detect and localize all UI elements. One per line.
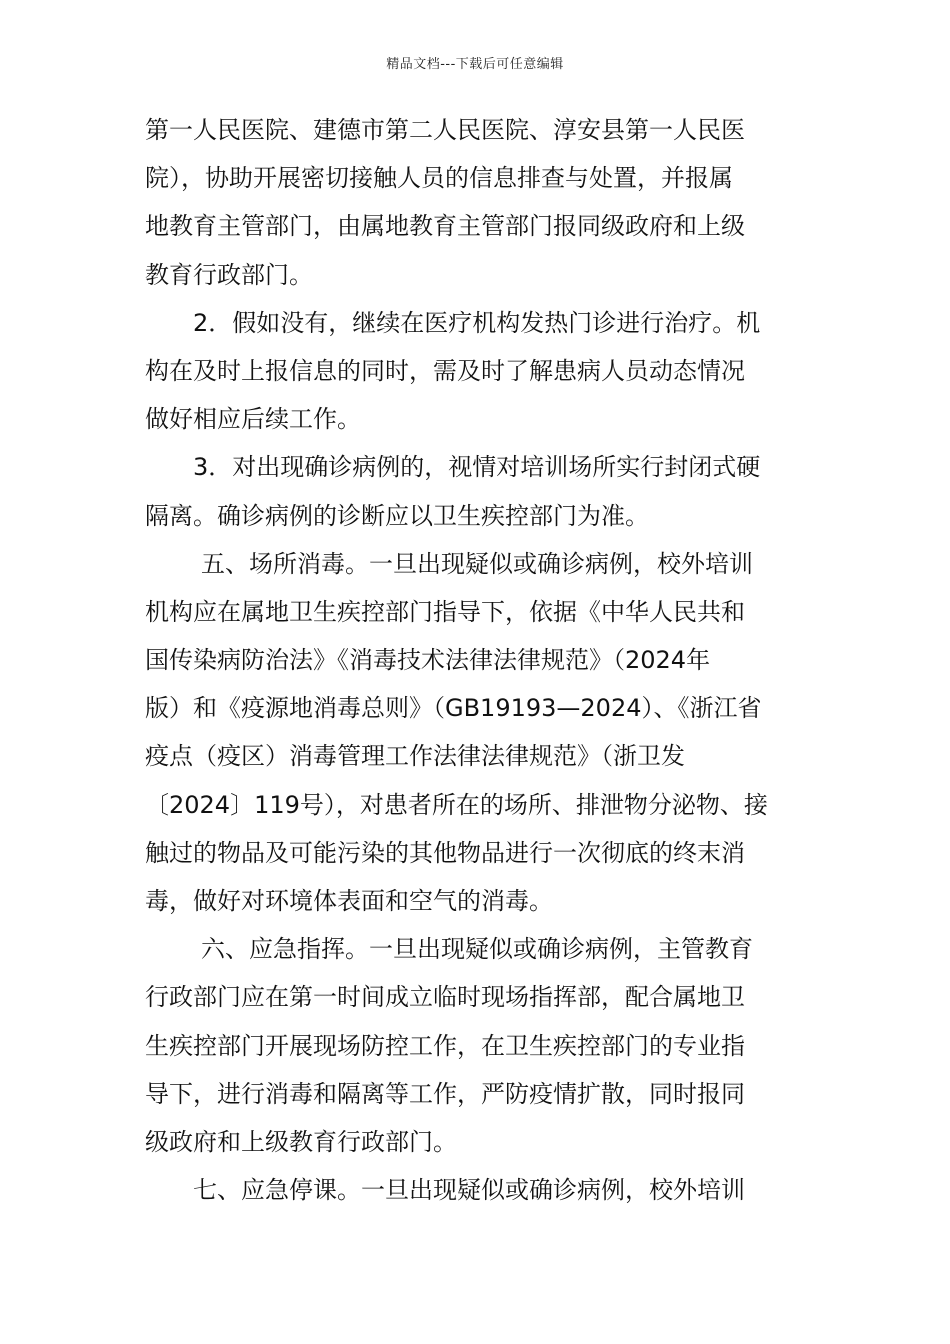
paragraph-section-5-disinfection bbox=[145, 540, 810, 926]
text-line: 生疾控部门开展现场防控工作，在卫生疾控部门的专业指 bbox=[145, 1031, 745, 1060]
text-line: 做好相应后续工作。 bbox=[145, 405, 361, 434]
text-line: 级政府和上级教育行政部门。 bbox=[145, 1127, 457, 1156]
text-line: 疫点（疫区）消毒管理工作法律法律规范》（浙卫发 bbox=[145, 742, 685, 771]
document-body bbox=[145, 106, 810, 1214]
text-line: 六、应急指挥。一旦出现疑似或确诊病例，主管教育 bbox=[201, 935, 753, 964]
text-line: 教育行政部门。 bbox=[145, 260, 313, 289]
paragraph-section-6-command bbox=[145, 925, 810, 1166]
paragraph-item-3 bbox=[145, 443, 810, 539]
text-line: 触过的物品及可能污染的其他物品进行一次彻底的终末消 bbox=[145, 838, 745, 867]
text-line: 〔2024〕119号），对患者所在的场所、排泄物分泌物、接 bbox=[145, 790, 768, 819]
paragraph-hospital-continuation bbox=[145, 106, 810, 299]
text-line: 隔离。确诊病例的诊断应以卫生疾控部门为准。 bbox=[145, 501, 649, 530]
text-line: 版）和《疫源地消毒总则》（GB19193—2024）、《浙江省 bbox=[145, 694, 762, 723]
page-header: 精品文档---下载后可任意编辑 bbox=[386, 57, 564, 72]
paragraph-item-2 bbox=[145, 299, 810, 444]
text-line: 机构应在属地卫生疾控部门指导下，依据《中华人民共和 bbox=[145, 597, 745, 626]
paragraph-section-7-suspension bbox=[145, 1166, 810, 1214]
text-line: 第一人民医院、建德市第二人民医院、淳安县第一人民医 bbox=[145, 116, 745, 144]
text-line: 3．对出现确诊病例的，视情对培训场所实行封闭式硬 bbox=[193, 453, 761, 482]
text-line: 2．假如没有，继续在医疗机构发热门诊进行治疗。机 bbox=[193, 308, 761, 337]
text-line: 七、应急停课。一旦出现疑似或确诊病例，校外培训 bbox=[193, 1176, 745, 1205]
text-line: 院），协助开展密切接触人员的信息排查与处置，并报属 bbox=[145, 164, 733, 193]
text-line: 行政部门应在第一时间成立临时现场指挥部，配合属地卫 bbox=[145, 983, 745, 1012]
text-line: 导下，进行消毒和隔离等工作，严防疫情扩散，同时报同 bbox=[145, 1079, 745, 1108]
text-line: 地教育主管部门，由属地教育主管部门报同级政府和上级 bbox=[145, 212, 745, 241]
text-line: 国传染病防治法》《消毒技术法律法律规范》（2024年 bbox=[145, 646, 711, 675]
text-line: 毒，做好对环境体表面和空气的消毒。 bbox=[145, 887, 553, 915]
text-line: 构在及时上报信息的同时，需及时了解患病人员动态情况 bbox=[145, 356, 745, 385]
text-line: 五、场所消毒。一旦出现疑似或确诊病例，校外培训 bbox=[201, 549, 753, 578]
